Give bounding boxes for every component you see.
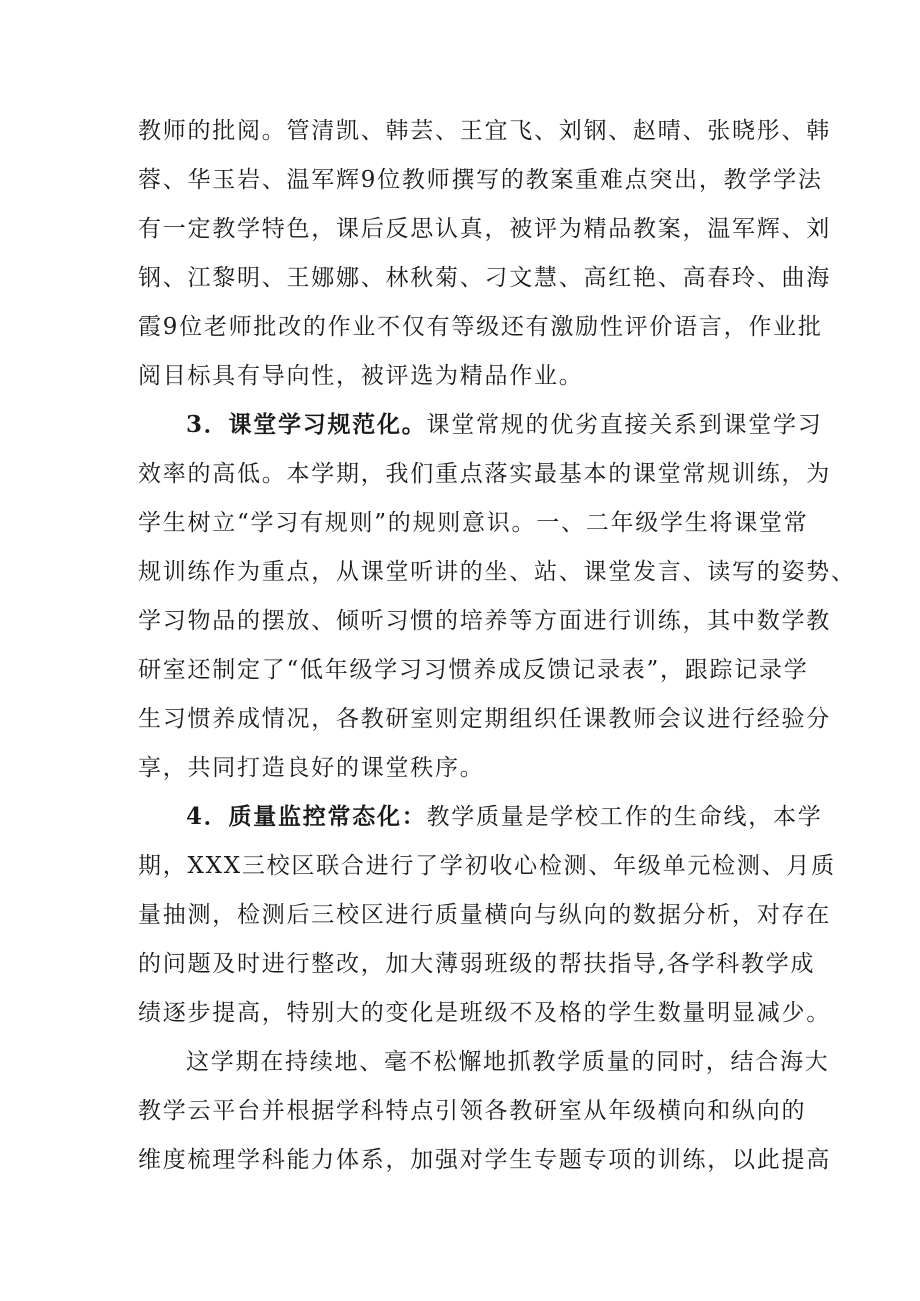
section-3-line-7: 生习惯养成情况，各教研室则定期组织任课教师会议进行经验分 — [138, 706, 831, 732]
paragraph-1-line-3: 有一定教学特色，课后反思认真，被评为精品教案，温军辉、刘 — [138, 216, 831, 242]
section-4-first-line-text: 教学质量是学校工作的生命线，本学 — [426, 804, 823, 830]
section-3-line-2: 效率的高低。本学期，我们重点落实最基本的课堂常规训练，为 — [138, 461, 831, 487]
paragraph-1-line-5: 霞9位老师批改的作业不仅有等级还有激励性评价语言，作业批 — [138, 314, 823, 340]
paragraph-1-line-4: 钢、江黎明、王娜娜、林秋菊、刁文慧、高红艳、高春玲、曲海 — [138, 265, 831, 291]
section-3-first-line-text: 课堂常规的优劣直接关系到课堂学习 — [426, 412, 823, 438]
section-4-heading: 4．质量监控常态化： — [186, 803, 427, 830]
section-3-line-5: 学习物品的摆放、倾听习惯的培养等方面进行训练，其中数学教 — [138, 608, 831, 634]
section-3-line-6: 研室还制定了“低年级学习习惯养成反馈记录表”，跟踪记录学 — [138, 657, 809, 683]
section-4-line-4: 的问题及时进行整改，加大薄弱班级的帮扶指导,各学科教学成 — [138, 951, 816, 977]
section-3-line-3: 学生树立“学习有规则”的规则意识。一、二年级学生将课堂常 — [138, 510, 809, 536]
paragraph-1-line-2: 蓉、华玉岩、温军辉9位教师撰写的教案重难点突出，教学学法 — [138, 167, 823, 193]
section-4-first-line — [186, 802, 823, 832]
paragraph-1-line-1: 教师的批阅。管清凯、韩芸、王宜飞、刘钢、赵晴、张晓彤、韩 — [138, 118, 831, 144]
section-4-line-2: 期，XXX三校区联合进行了学初收心检测、年级单元检测、月质 — [138, 853, 836, 879]
section-4-line-3: 量抽测，检测后三校区进行质量横向与纵向的数据分析，对存在 — [138, 902, 831, 928]
section-3-first-line — [186, 410, 823, 440]
paragraph-5-line-3: 维度梳理学科能力体系，加强对学生专题专项的训练，以此提高 — [138, 1147, 831, 1173]
section-4-line-5: 绩逐步提高，特别大的变化是班级不及格的学生数量明显减少。 — [138, 1000, 831, 1026]
paragraph-5-line-2: 教学云平台并根据学科特点引领各教研室从年级横向和纵向的 — [138, 1098, 807, 1124]
section-3-line-8: 享，共同打造良好的课堂秩序。 — [138, 755, 485, 781]
paragraph-5-line-1: 这学期在持续地、毫不松懈地抓教学质量的同时，结合海大 — [186, 1049, 830, 1075]
section-3-line-4: 规训练作为重点，从课堂听讲的坐、站、课堂发言、读写的姿势、 — [138, 559, 856, 585]
section-3-heading: 3．课堂学习规范化。 — [186, 411, 427, 438]
paragraph-1-line-6: 阅目标具有导向性，被评选为精品作业。 — [138, 363, 584, 389]
